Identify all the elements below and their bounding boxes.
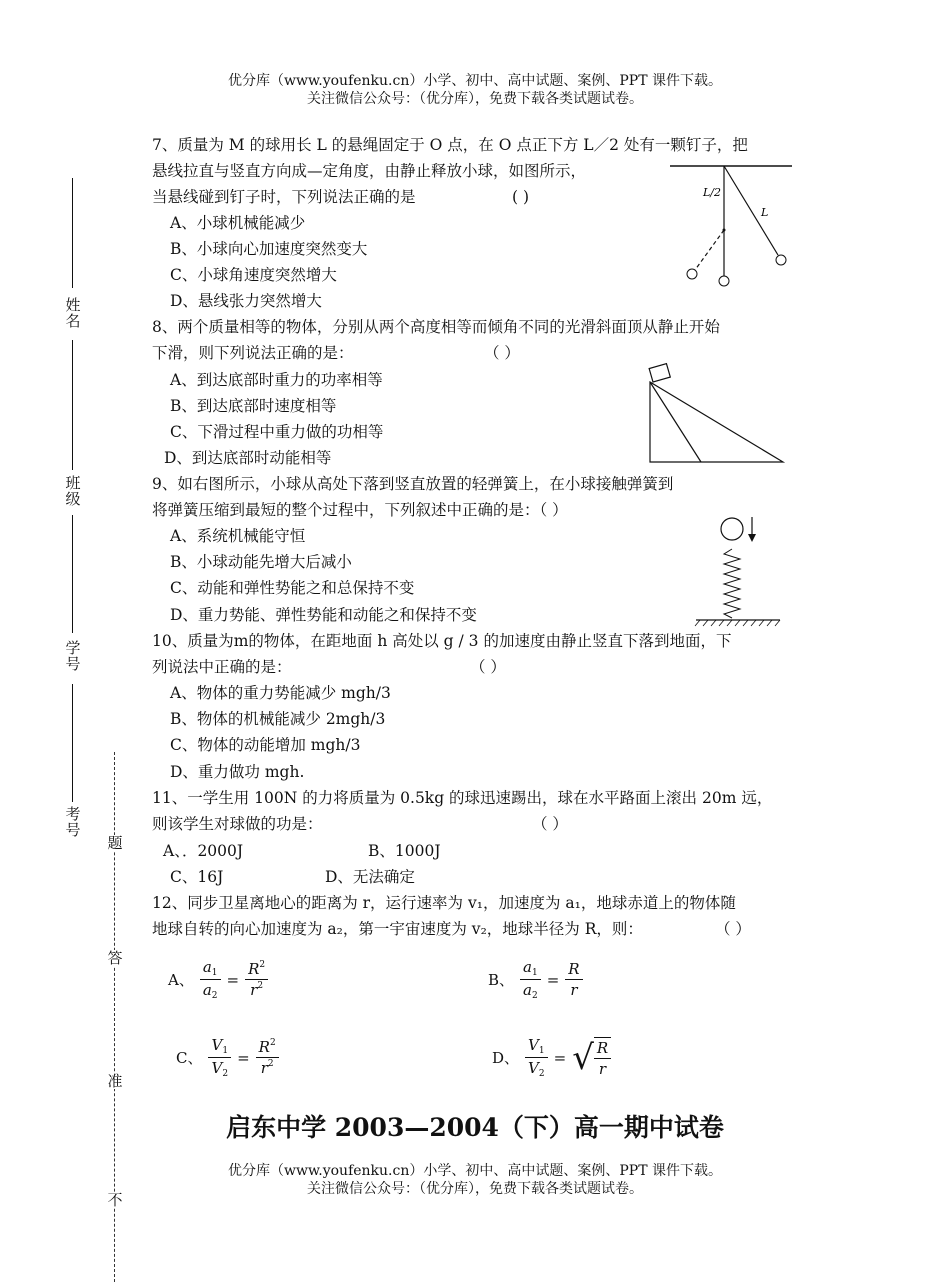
spring-figure: [694, 514, 784, 629]
q8-option-c: C、下滑过程中重力做的功相等: [170, 423, 384, 441]
q9-option-d: D、重力势能、弹性势能和动能之和保持不变: [170, 606, 477, 624]
a1-over-a2: $\frac{a_1}{a_2}$: [520, 958, 541, 1001]
deflected-string: [695, 230, 724, 270]
q10-option-a: A、物体的重力势能减少 mgh/3: [170, 684, 391, 702]
q11-option-a: A、．2000J: [163, 842, 244, 860]
q7-answer-blank: ( ): [512, 188, 530, 206]
incline-figure: [645, 362, 790, 467]
q9-line-1: 9、如右图所示，小球从高处下落到竖直放置的轻弹簧上，在小球接触弹簧到: [152, 475, 674, 493]
q10-line-1: 10、质量为m的物体，在距地面 h 高处以 g / 3 的加速度由静止竖直下落到地面，下: [152, 632, 732, 650]
q7-option-b: B、小球向心加速度突然变大: [170, 240, 368, 258]
half-length-label: L/2: [703, 186, 722, 199]
q10-line-2: 列说法中正确的是：: [152, 658, 292, 676]
q8-option-a: A、到达底部时重力的功率相等: [170, 371, 383, 389]
class-line: [72, 340, 73, 470]
q9-option-c: C、动能和弹性势能之和总保持不变: [170, 579, 415, 597]
steep-incline: [650, 382, 701, 462]
q9-option-b: B、小球动能先增大后减小: [170, 553, 352, 571]
V1-over-V2: $\frac{V_1}{V_2}$: [208, 1036, 231, 1079]
sidebar-name-label: 姓名: [65, 296, 81, 330]
exam-id-line: [72, 684, 73, 802]
q12-option-b: B、 $\frac{a_1}{a_2}$ = $\frac{R}{r}$: [488, 958, 583, 1001]
length-label: L: [761, 206, 769, 219]
spring-coil: [724, 549, 740, 618]
seal-char-4: 不: [107, 1191, 123, 1209]
q11-line-2: 则该学生对球做的功是：: [152, 815, 323, 833]
ground-hatch: [695, 620, 780, 626]
q11-option-c: C、16J: [170, 868, 224, 886]
header-line-2: 关注微信公众号：（优分库），免费下载各类试题试卷。: [307, 91, 643, 107]
q8-option-d: D、到达底部时动能相等: [164, 449, 332, 467]
name-line: [72, 178, 73, 288]
q12-a-label: A、: [168, 971, 194, 989]
nail: [723, 229, 726, 232]
fall-arrow-head: [748, 534, 756, 542]
V1-over-V2: $\frac{V_1}{V_2}$: [525, 1036, 548, 1079]
q10-option-d: D、重力做功 mgh.: [170, 763, 305, 781]
q11-option-d: D、无法确定: [325, 868, 415, 886]
seal-char-3: 准: [107, 1072, 123, 1090]
gentle-incline: [650, 382, 783, 462]
sidebar-student-id-label: 学号: [65, 639, 81, 673]
q8-answer-blank: （ ）: [484, 344, 520, 362]
footer-line-2: 关注微信公众号：（优分库），免费下载各类试题试卷。: [307, 1181, 643, 1197]
q7-line-2: 悬线拉直与竖直方向成—定角度，由静止释放小球，如图所示，: [152, 162, 587, 180]
q11-option-b: B、1000J: [368, 842, 441, 860]
q12-b-label: B、: [488, 971, 515, 989]
q8-line-2: 下滑，则下列说法正确的是：: [152, 344, 354, 362]
block: [649, 364, 670, 382]
a1-over-a2: $\frac{a_1}{a_2}$: [200, 958, 221, 1001]
q12-option-d: D、 $\frac{V_1}{V_2}$ = √ $\frac{R}{r}$: [492, 1036, 611, 1079]
q12-option-c: C、 $\frac{V_1}{V_2}$ = $\frac{R^2}{r^2}$: [176, 1036, 279, 1079]
R2-over-r2: $\frac{R^2}{r^2}$: [245, 960, 268, 999]
q7-line-3: 当悬线碰到钉子时，下列说法正确的是: [152, 188, 416, 206]
seal-char-2: 答: [107, 949, 123, 967]
q10-option-c: C、物体的动能增加 mgh/3: [170, 736, 361, 754]
R-over-r: $\frac{R}{r}$: [565, 960, 582, 999]
q8-option-b: B、到达底部时速度相等: [170, 397, 337, 415]
q7-line-1: 7、质量为 M 的球用长 L 的悬绳固定于 O 点，在 O 点正下方 L／2 处有一颗钉子，把: [152, 136, 748, 154]
q12-answer-blank: （ ）: [715, 920, 751, 938]
q7-option-a: A、小球机械能减少: [170, 214, 306, 232]
q12-line-1: 12、同步卫星离地心的距离为 r，运行速率为 v₁，加速度为 a₁，地球赤道上的物体随: [152, 894, 736, 912]
q12-line-2: 地球自转的向心加速度为 a₂，第一宇宙速度为 v₂，地球半径为 R，则：: [152, 920, 643, 938]
footer-line-1: 优分库（www.youfenku.cn）小学、初中、高中试题、案例、PPT 课件下载。: [227, 1163, 722, 1179]
q9-option-a: A、系统机械能守恒: [170, 527, 306, 545]
q12-c-label: C、: [176, 1049, 203, 1067]
sidebar-class-label: 班级: [65, 474, 81, 508]
ball-swung: [687, 269, 697, 279]
q10-option-b: B、物体的机械能减少 2mgh/3: [170, 710, 386, 728]
ball-start: [776, 255, 786, 265]
student-id-line: [72, 515, 73, 633]
falling-ball: [721, 518, 743, 540]
q12-option-a: A、 $\frac{a_1}{a_2}$ = $\frac{R^2}{r^2}$: [168, 958, 268, 1001]
q10-answer-blank: （ ）: [470, 658, 506, 676]
R2-over-r2: $\frac{R^2}{r^2}$: [256, 1038, 279, 1077]
sidebar-exam-id-label: 考号: [65, 805, 81, 839]
exam-title: 启东中学 2003—2004（下）高一期中试卷: [226, 1113, 724, 1142]
q11-answer-blank: （ ）: [532, 815, 568, 833]
q7-option-d: D、悬线张力突然增大: [170, 292, 322, 310]
pendulum-figure: [668, 158, 798, 293]
seal-char-1: 题: [107, 834, 123, 852]
q9-line-2: 将弹簧压缩到最短的整个过程中，下列叙述中正确的是：（ ）: [152, 501, 568, 519]
ball-bottom: [719, 276, 729, 286]
sqrt-R-over-r: √ $\frac{R}{r}$: [572, 1037, 611, 1078]
initial-string: [724, 166, 778, 255]
q11-line-1: 11、一学生用 100N 的力将质量为 0.5kg 的球迅速踢出，球在水平路面上滚出 20m 远，: [152, 789, 773, 807]
header-line-1: 优分库（www.youfenku.cn）小学、初中、高中试题、案例、PPT 课件下载。: [227, 73, 722, 89]
q12-d-label: D、: [492, 1049, 520, 1067]
q7-option-c: C、小球角速度突然增大: [170, 266, 337, 284]
q8-line-1: 8、两个质量相等的物体，分别从两个高度相等而倾角不同的光滑斜面顶从静止开始: [152, 318, 720, 336]
